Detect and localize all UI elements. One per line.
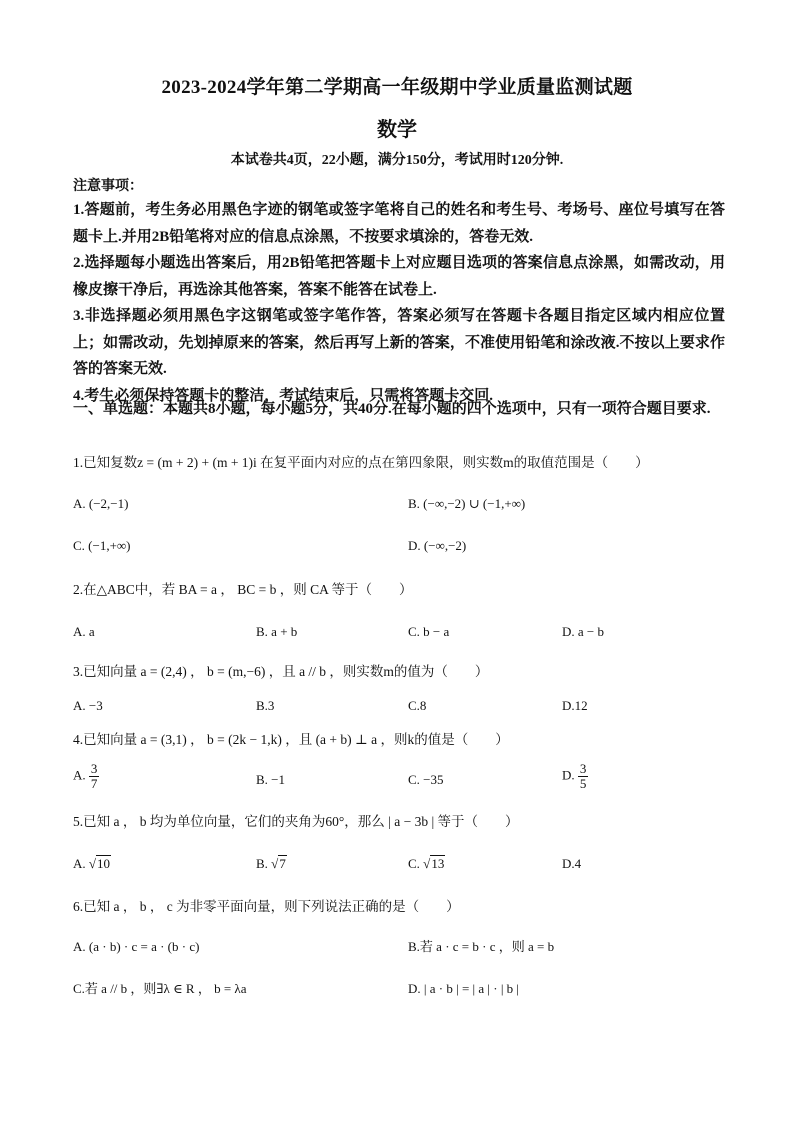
q4-option-d-fraction xyxy=(578,762,589,791)
notes-list xyxy=(73,197,725,409)
exam-title: 2023-2024学年第二学期高一年级期中学业质量监测试题 xyxy=(161,77,633,98)
q1-option-d: D. (−∞,−2) xyxy=(408,538,467,553)
sqrt-expression: √10 xyxy=(88,856,111,871)
q5-option-a-label: A. xyxy=(73,856,86,871)
q3-option-a: A. −3 xyxy=(73,698,103,713)
radicand: 7 xyxy=(279,856,286,871)
q4-option-a xyxy=(73,762,99,791)
fraction-numerator: 3 xyxy=(90,761,98,776)
q5-option-c xyxy=(408,854,445,874)
q6-option-b: B.若 a · c = b · c ，则 a = b xyxy=(408,939,555,954)
q4-option-d xyxy=(562,762,588,791)
q5-option-b-label: B. xyxy=(256,856,268,871)
q2-option-b: B. a + b xyxy=(256,624,298,639)
q5-option-c-label: C. xyxy=(408,856,420,871)
q3-option-d: D.12 xyxy=(562,698,588,713)
q2-option-a: A. a xyxy=(73,624,95,639)
question-2-stem: 2.在△ABC中，若 BA = a ， BC = b ，则 CA 等于（ ） xyxy=(73,582,413,597)
note-item: 2.选择题每小题选出答案后，用2B铅笔把答题卡上对应题目选项的答案信息点涂黑，如需改动，用橡皮擦干净后，再选涂其他答案，答案不能答在试卷上. xyxy=(73,255,725,298)
q1-option-a: A. (−2,−1) xyxy=(73,496,129,511)
question-4-stem: 4.已知向量 a = (3,1) ， b = (2k − 1,k) ，且 (a + b) ⊥ a ，则k的值是（ ） xyxy=(73,732,509,747)
note-item: 4.考生必须保持答题卡的整洁，考试结束后，只需将答题卡交回. xyxy=(73,387,494,404)
q1-option-b: B. (−∞,−2) ∪ (−1,+∞) xyxy=(408,496,526,511)
q5-option-b xyxy=(256,854,287,874)
fraction-denominator: 5 xyxy=(579,776,587,791)
notes-heading: 注意事项： xyxy=(73,179,143,194)
q4-option-d-label: D. xyxy=(562,767,575,783)
q6-option-a: A. (a · b) · c = a · (b · c) xyxy=(73,939,200,954)
fraction-denominator: 7 xyxy=(90,776,98,791)
radicand: 10 xyxy=(97,856,111,871)
sqrt-expression: √13 xyxy=(423,856,445,871)
fraction-numerator: 3 xyxy=(579,761,587,776)
q3-option-b: B.3 xyxy=(256,698,275,713)
question-5-stem: 5.已知 a ， b 均为单位向量，它们的夹角为60°，那么 | a − 3b | 等于（ ） xyxy=(73,814,519,829)
q4-option-c: C. −35 xyxy=(408,772,444,787)
q6-option-c: C.若 a // b ，则∃λ ∈ R ， b = λa xyxy=(73,981,247,996)
radicand: 13 xyxy=(431,856,445,871)
q4-option-b: B. −1 xyxy=(256,772,286,787)
section-heading: 一、单选题：本题共8小题，每小题5分，共40分.在每小题的四个选项中，只有一项符合题目要求. xyxy=(73,401,711,417)
question-6-stem: 6.已知 a ， b ， c 为非零平面向量，则下列说法正确的是（ ） xyxy=(73,899,460,914)
q4-option-a-fraction xyxy=(89,762,100,791)
note-item: 1.答题前，考生务必用黑色字迹的钢笔或签字笔将自己的姓名和考生号、考场号、座位号填写在答题卡上.并用2B铅笔将对应的信息点涂黑，不按要求填涂的，答卷无效. xyxy=(73,202,725,245)
q3-option-c: C.8 xyxy=(408,698,427,713)
question-3-stem: 3.已知向量 a = (2,4) ， b = (m,−6) ，且 a // b ，则实数m的值为（ ） xyxy=(73,664,489,679)
note-item: 3.非选择题必须用黑色字这钢笔或签字笔作答，答案必须写在答题卡各题目指定区域内相应位置上；如需改动，先划掉原来的答案，然后再写上新的答案，不准使用铅笔和涂改液.不按以上要求作答的答案无效. xyxy=(73,308,725,377)
q5-option-d: D.4 xyxy=(562,856,582,871)
q5-option-a xyxy=(73,854,111,874)
q2-option-d: D. a − b xyxy=(562,624,604,639)
q2-option-c: C. b − a xyxy=(408,624,450,639)
question-1-stem: 1.已知复数z = (m + 2) + (m + 1)i 在复平面内对应的点在第四象限，则实数m的取值范围是（ ） xyxy=(73,455,649,470)
sqrt-expression: √7 xyxy=(271,856,286,871)
q1-option-c: C. (−1,+∞) xyxy=(73,538,131,553)
q4-option-a-label: A. xyxy=(73,767,86,783)
q6-option-d: D. | a · b | = | a | · | b | xyxy=(408,981,520,996)
exam-info: 本试卷共4页，22小题，满分150分，考试用时120分钟. xyxy=(230,153,564,168)
subject-title: 数学 xyxy=(377,119,417,141)
